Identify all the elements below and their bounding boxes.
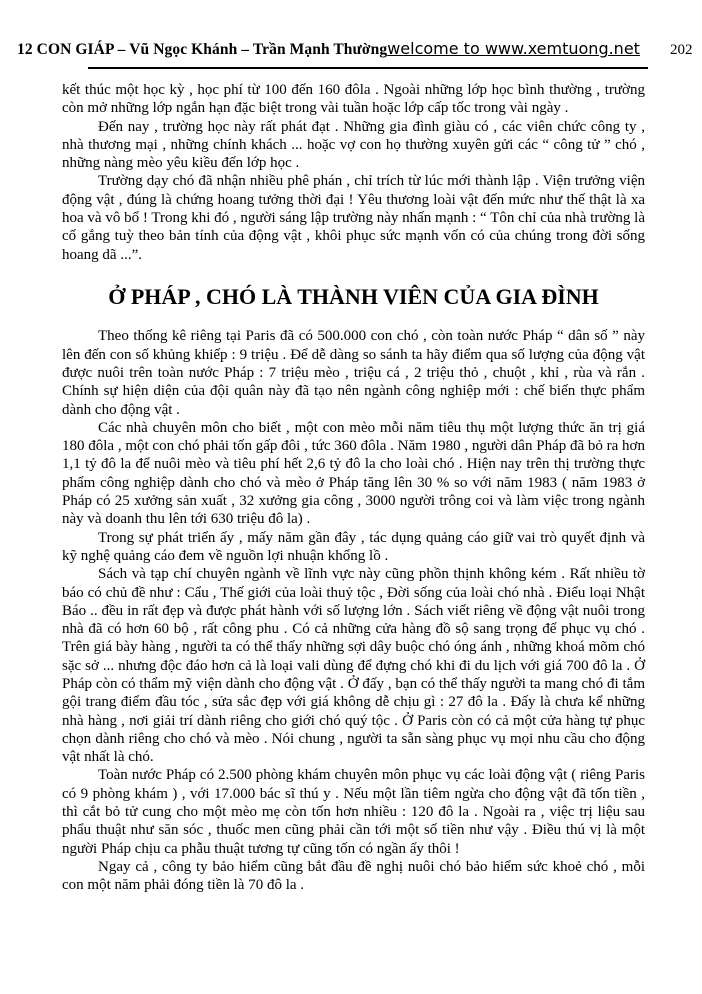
site-link[interactable]: welcome to www.xemtuong.net	[387, 39, 640, 58]
section-heading: Ở PHÁP , CHÓ LÀ THÀNH VIÊN CỦA GIA ĐÌNH	[108, 283, 599, 309]
body-paragraph: Các nhà chuyên môn cho biết , một con mèo mỗi năm tiêu thụ một lượng thức ăn trị giá 180 đôla , một con chó phải tốn gấp đôi , tức 360 đôla . Năm 1980 , người dân Pháp đã bỏ ra hơn 1,1 tỷ đô la để nuôi mèo và tiêu phí hết 2,6 tỷ đô la cho loài chó . Hiện nay trên thị trường thực phẩm công nghiệp dành cho chó và mèo ở Pháp tăng lên 30 % so với năm 1983 ( năm 1983 ở Pháp có 25 xưởng sản xuất , 32 xưởng gia công , 3000 người trông coi và làm việc trong ngành này và doanh thu lên tới 630 triệu đô la) .	[62, 419, 645, 528]
page-number: 202	[669, 42, 693, 58]
page-header	[17, 39, 693, 59]
body-paragraph: Trong sự phát triển ấy , mấy năm gần đây , tác dụng quảng cáo giữ vai trò quyết định và kỹ nghệ quảng cáo đem về nguồn lợi nhuận khổng lồ .	[62, 529, 645, 564]
body-paragraph: Đến nay , trường học này rất phát đạt . Những gia đình giàu có , các viên chức công ty , nhà thương mại , những chính khách ... hoặc vợ con họ thường xuyên gửi các “ công tử ” chó , những nàng mèo yêu kiều đến lớp học .	[62, 118, 645, 172]
book-title: 12 CON GIÁP – Vũ Ngọc Khánh – Trần Mạnh Thường	[17, 41, 388, 58]
header-divider	[88, 67, 648, 69]
page-body	[62, 81, 645, 895]
body-paragraph: Ngay cả , công ty bảo hiểm cũng bắt đầu đề nghị nuôi chó bảo hiểm sức khoẻ chó , mỗi con một năm phải đóng tiền là 70 đô la .	[62, 858, 645, 894]
body-paragraph: Sách và tạp chí chuyên ngành về lĩnh vực này cũng phồn thịnh không kém . Rất nhiều tờ báo có chủ đề như : Cẩu , Thế giới của loài thuỷ tộc , Đời sống của loài chó nhà . Điểu loại Nhật Báo .. đều in rất đẹp và được phát hành với số lượng lớn . Sách viết riêng về động vật nuôi trong nhà đã có hơn 60 bộ , rất công phu . Có cả những cửa hàng đồ sộ sang trọng để phục vụ chó . Trên giá bày hàng , người ta có thể thấy những sợi dây buộc chó óng ánh , những khoá mõm chó sặc sở ... nhưng độc đáo hơn cả là loại vali dùng để đựng chó khi đi du lịch với giá 700 đô la . Ở Pháp còn có thẩm mỹ viện dành cho động vật . Ở đấy , bạn có thể thấy người ta mang chó đi tắm gội trang điểm đầu tóc , sửa sắc đẹp với giá không dễ chịu gì : 27 đô la . Đấy là chưa kể những nhà hàng , nơi giải trí dành riêng cho giới chó quý tộc . Ở Paris còn có cả một cửa hàng tự phục chọn dành riêng cho chó và mèo . Nói chung , người ta sẵn sàng phục vụ mọi nhu cầu cho động vật nhất là chó.	[62, 566, 645, 766]
body-paragraph: kết thúc một học kỳ , học phí từ 100 đến 160 đôla . Ngoài những lớp học bình thường , trường còn mở những lớp ngắn hạn đặc biệt trong vài tuần hoặc lớp cấp tốc trong vài ngày .	[62, 82, 645, 117]
body-paragraph: Toàn nước Pháp có 2.500 phòng khám chuyên môn phục vụ các loài động vật ( riêng Paris có 9 phòng khám ) , với 17.000 bác sĩ thú y . Nếu một lần tiêm ngừa cho động vật đã tốn tiền , thì cắt bỏ tử cung cho một mèo mẹ còn tốn hơn nhiều : 120 đô la . Ngoài ra , việc trị liệu sau phẩu thuật như săn sóc , thuốc men cũng phải cần tới một số tiền như vậy . Điều thú vị là một người Pháp chịu ca phẫu thuật tương tự cũng tốn có ngần ấy thôi !	[62, 767, 645, 857]
body-paragraph: Trường dạy chó đã nhận nhiều phê phán , chỉ trích từ lúc mới thành lập . Viện trưởng viện động vật , đúng là chứng hoang tưởng thời đại ! Yêu thương loài vật đến mức như thế thật là xa hoa và vô bổ ! Trong khi đó , người sáng lập trường này nhấn mạnh : “ Tôn chỉ của nhà trường là cố gắng tuỳ theo bản tính của động vật , khôi phục sức mạnh vốn có của chúng trong đời sống hoang dã ...”.	[62, 173, 645, 263]
body-paragraph: Theo thống kê riêng tại Paris đã có 500.000 con chó , còn toàn nước Pháp “ dân số ” này lên đến con số khủng khiếp : 9 triệu . Để dễ dàng so sánh ta hãy điểm qua số lượng của động vật được nuôi trên toàn nước Pháp : 7 triệu mèo , triệu cá , 2 triệu thỏ , chuột , khỉ , rùa và rắn . Chính sự hiện diện của đội quân này đã tạo nên ngành công nghiệp mới : chế biến thực phẩm dành cho động vật .	[62, 328, 645, 418]
